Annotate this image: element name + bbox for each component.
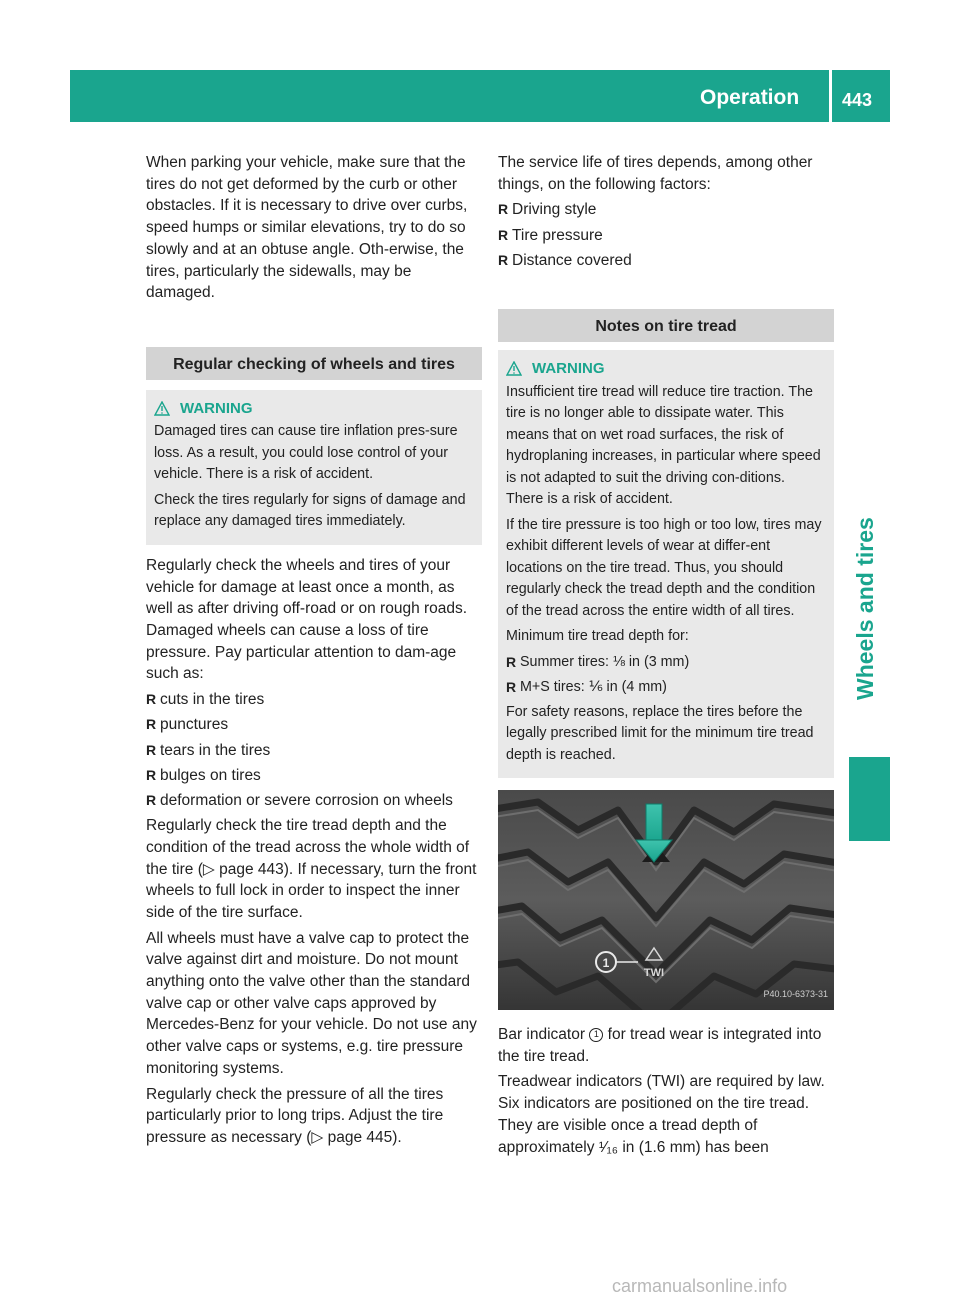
tread-depth-list — [506, 652, 826, 699]
warning-text: Minimum tire tread depth for: — [506, 628, 689, 645]
tire-tread-figure — [498, 790, 834, 1010]
header-divider — [829, 70, 832, 122]
list-item: R tears in the tires — [146, 740, 482, 762]
bullet-icon: R — [146, 716, 157, 733]
bullet-icon: R — [146, 766, 157, 783]
bullet-icon: R — [146, 791, 157, 808]
warning-text: Damaged tires can cause tire inflation pres-sure loss. As a result, you could lose control of your vehicle. There is a risk of accident. — [154, 423, 458, 483]
bullet-icon: R — [146, 691, 157, 708]
list-item: R cuts in the tires — [146, 689, 482, 711]
tire-tread-illustration — [498, 790, 834, 1010]
section-heading-wheels: Regular checking of wheels and tires — [146, 347, 482, 380]
body-paragraph-pressure-link[interactable]: Regularly check the pressure of all the tires particularly prior to long trips. Adjust the tire pressure as necessary (▷ page 445). — [146, 1085, 444, 1146]
warning-text: Check the tires regularly for signs of damage and replace any damaged tires immediately. — [154, 491, 466, 530]
warning-triangle-icon — [506, 361, 522, 376]
warning-label: WARNING — [180, 399, 253, 417]
list-item: R punctures — [146, 714, 482, 736]
body-paragraph: Regularly check the wheels and tires of your vehicle for damage at least once a month, as well as after driving off-road or on rough roads. Damaged wheels can cause a loss of tire pressure. Pay particular attention to dam-age such as: — [146, 556, 468, 683]
bullet-icon: R — [498, 226, 509, 243]
warning-triangle-icon — [154, 401, 170, 416]
warning-text: Insufficient tire tread will reduce tire traction. The tire is no longer able to dissipate water. This means that on wet road surfaces, the risk of hydroplaning increases, in particular where speed is not adapted to suit the driving con-ditions. There is a risk of accident. — [506, 383, 821, 508]
left-intro: When parking your vehicle, make sure that the tires do not get deformed by the curb or other obstacles. If it is necessary to drive over curbs, speed humps or similar elevations, try to do so slowly and at an obtuse angle. Oth-erwise, the tires, particularly the sidewalls, may be damaged. — [146, 154, 468, 302]
body-paragraph-tread-link[interactable]: Regularly check the tire tread depth and the condition of the tread across the whole width of the tire (▷ page 443). If necessary, turn the front wheels to full lock in order to inspect the inner side of the tire surface. — [146, 817, 477, 921]
warning-title — [154, 398, 474, 420]
svg-text:1: 1 — [602, 956, 610, 971]
figure-code: P40.10-6373-31 — [763, 989, 828, 1000]
warning-text: For safety reasons, replace the tires before the legally prescribed limit for the minimum tire tread depth is reached. — [506, 703, 814, 763]
warning-title — [506, 358, 826, 380]
bullet-icon: R — [498, 251, 509, 268]
callout-1-icon: 1 — [589, 1028, 603, 1042]
header-title: Operation — [700, 86, 800, 109]
bullet-icon: R — [498, 201, 509, 218]
warning-label: WARNING — [532, 360, 605, 378]
side-tab-label: Wheels and tires — [852, 517, 878, 700]
bullet-icon: R — [506, 678, 517, 695]
list-item: R Distance covered — [498, 250, 834, 272]
warning-text: If the tire pressure is too high or too low, tires may exhibit different levels of wear at differ-ent locations on the tire tread. Thus, you should regularly check the tread depth and the condition of the tread across the entire width of all tires. — [506, 516, 822, 619]
twi-label: TWI — [643, 967, 665, 980]
side-tab-block — [849, 757, 890, 841]
section-heading-tread: Notes on tire tread — [498, 309, 834, 342]
list-item: R deformation or severe corrosion on wheels — [146, 790, 482, 812]
footer-watermark: carmanualsonline.info — [612, 1276, 788, 1296]
right-intro: The service life of tires depends, among other things, on the following factors: — [498, 154, 813, 193]
body-paragraph: Bar indicator 1 for tread wear is integrated into the tire tread. — [498, 1026, 822, 1065]
warning-box-damaged-tires — [146, 390, 482, 545]
right-column — [498, 152, 834, 1162]
list-item: R Driving style — [498, 199, 834, 221]
warning-box-tire-tread — [498, 350, 834, 778]
factors-list — [498, 199, 834, 271]
left-column — [146, 152, 482, 1153]
bullet-icon: R — [146, 741, 157, 758]
damage-list — [146, 689, 482, 812]
body-paragraph: Treadwear indicators (TWI) are required by law. Six indicators are positioned on the tire tread. They are visible once a tread depth of approximately ¹⁄₁₆ in (1.6 mm) has been — [498, 1073, 825, 1156]
page-number: 443 — [842, 90, 873, 110]
bullet-icon: R — [506, 653, 517, 670]
list-item: R Tire pressure — [498, 225, 834, 247]
list-item: R M+S tires: ⅙ in (4 mm) — [506, 677, 826, 699]
body-paragraph: All wheels must have a valve cap to protect the valve against dirt and moisture. Do not mount anything onto the valve other than the standard valve cap or other valve caps approved by Mercedes-Benz for your vehicle. Do not use any other valve caps or systems, e.g. tire pressure monitoring systems. — [146, 929, 477, 1077]
list-item: R bulges on tires — [146, 765, 482, 787]
list-item: R Summer tires: ⅛ in (3 mm) — [506, 652, 826, 674]
